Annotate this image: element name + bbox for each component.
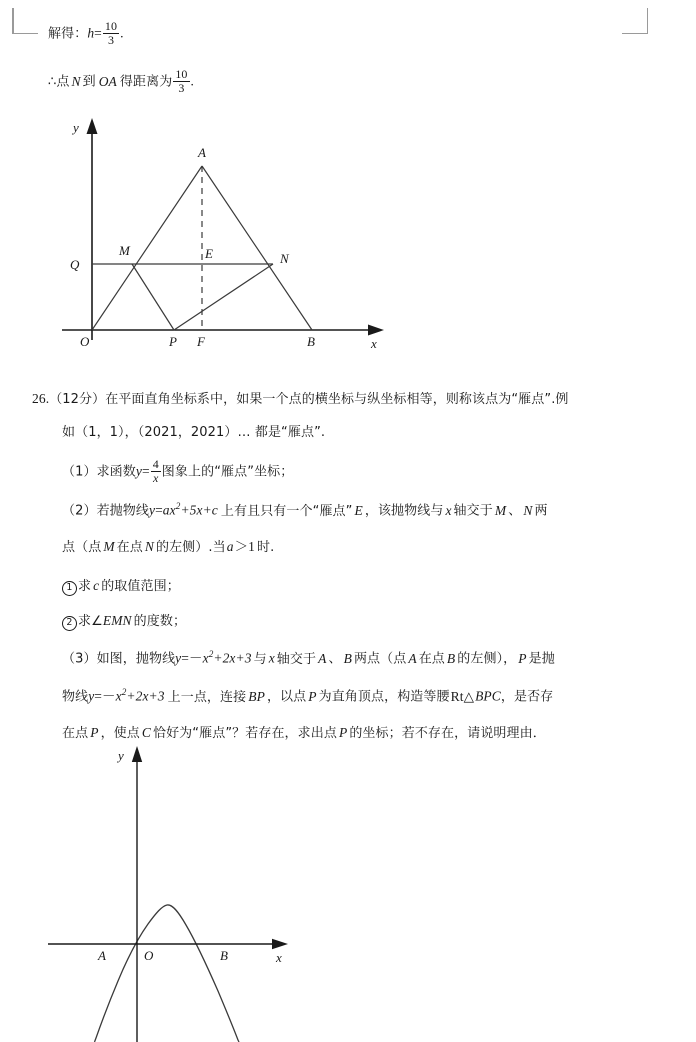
part3-l3-c: 恰好为“雁点”？若存在，求出点 [152, 726, 337, 741]
figure1-y-axis-label: y [73, 120, 79, 135]
figure2-point-label-A: A [98, 948, 106, 963]
fraction-ten-thirds-2 [173, 68, 189, 94]
figure2-x-axis-label: x [276, 950, 282, 965]
solution-line-1 [48, 20, 124, 46]
part3-l1-rest: +2x+3 [213, 650, 252, 666]
figure1-point-label-Q: Q [70, 257, 80, 272]
part2-rest: +5x+c [180, 502, 218, 518]
problem26-sub2 [62, 611, 186, 632]
problem26-stem-text2: 如（1，1），（2021，2021）… 都是“雁点”. [62, 425, 326, 440]
problem26-part2-line2 [62, 537, 274, 558]
part3-l1-B2: B [446, 650, 456, 666]
solution-line2-point: N [71, 73, 81, 89]
part2-tail: 两 [534, 503, 548, 519]
part2-mid3: 轴交于 [453, 503, 493, 519]
figure-parabola [40, 738, 360, 1042]
part3-l3-d: 的坐标；若不存在，请说明理由． [349, 726, 546, 741]
part3-l2-rt: Rt△ [450, 688, 475, 704]
solution-line2-segment: OA [98, 73, 117, 89]
part3-l2-b: 上一点，连接 [167, 689, 247, 705]
figure1-segment-OA [92, 166, 202, 330]
solution-line2-period: . [190, 73, 194, 89]
figure2-parabola-curve [95, 905, 240, 1042]
problem26-score: （12分） [49, 392, 106, 407]
figure1-x-axis-arrow [368, 325, 384, 336]
part3-l1-A2: A [408, 650, 417, 666]
fraction-numerator: 10 [175, 67, 188, 81]
part3-l3-b: ，使点 [100, 726, 140, 741]
part2-point-N: N [523, 502, 533, 518]
sub-item-number-2: 2 [62, 616, 77, 631]
part3-l1-x: x [202, 650, 209, 666]
part3-l2-a: 物线 [62, 689, 89, 705]
sub2-text-b: 的度数； [133, 614, 187, 629]
part3-l1-B: B [343, 650, 352, 666]
part1-equals: = [141, 463, 150, 479]
figure2-x-axis-arrow [272, 939, 288, 949]
part2-ax: ax [162, 502, 176, 518]
part2-line2-var-a: a [226, 539, 234, 554]
part2-line2-d: 时. [257, 540, 275, 555]
figure1-point-label-P: P [169, 334, 177, 349]
figure1-y-axis-arrow [87, 118, 98, 134]
part3-l2-d: 为直角顶点，构造等腰 [318, 689, 450, 705]
solution-line-2 [48, 68, 194, 94]
problem26-part1 [62, 458, 293, 484]
part2-line2-b: 在点 [116, 540, 143, 555]
problem26-stem-text1: 在平面直角坐标系中，如果一个点的横坐标与纵坐标相等，则称该点为“雁点”.例 [105, 392, 569, 407]
part2-exponent: 2 [175, 501, 181, 511]
solution-line2-tail: 得距离为 [119, 74, 173, 90]
part3-l3-C: C [141, 725, 151, 740]
part3-l2-eq: =－ [94, 688, 116, 704]
part2-y: y [148, 502, 156, 518]
fraction-denominator: x [151, 471, 161, 485]
part2-line2-N: N [144, 539, 154, 554]
part3-l1-exponent: 2 [208, 649, 214, 659]
problem26-sub1 [62, 576, 180, 597]
part3-l2-BPC: BPC [475, 688, 501, 704]
problem26-stem-line1 [32, 389, 569, 410]
figure1-point-label-A: A [198, 145, 206, 160]
fraction-denominator: 3 [173, 81, 189, 95]
part3-l1-b: 与 [253, 651, 267, 667]
problem26-part3-line2 [62, 686, 553, 707]
fraction-numerator: 4 [152, 457, 159, 471]
solution-line1-prefix: 解得： [48, 26, 88, 42]
problem26-number: 26. [32, 391, 50, 406]
sub-item-number-1: 1 [62, 581, 77, 596]
part3-l3-P: P [90, 725, 99, 740]
fraction-four-over-x [151, 458, 161, 484]
part3-l1-f: 的左侧）， [457, 651, 517, 667]
figure2-y-axis-label: y [118, 748, 124, 763]
figure1-point-label-F: F [197, 334, 205, 349]
part3-l3-a: 在点 [62, 726, 89, 741]
part3-l1-P: P [518, 650, 527, 666]
part3-l1-a: （3）如图，抛物线 [62, 651, 176, 667]
figure1-segment-MP [132, 264, 174, 330]
part3-l1-g: 是抛 [528, 651, 555, 667]
part2-mid2: ，该抛物线与 [364, 503, 444, 519]
part3-l2-c: ，以点 [266, 689, 307, 705]
figure1-point-label-B: B [307, 334, 315, 349]
problem26-part3-line1 [62, 648, 555, 669]
sub1-text-a: 求 [78, 579, 92, 594]
part3-l1-A: A [318, 650, 327, 666]
figure1-point-label-E: E [205, 246, 213, 261]
part3-l2-BP: BP [248, 688, 265, 704]
solution-line1-var: h [87, 25, 95, 41]
figure1-point-label-M: M [119, 243, 130, 258]
part1-suffix: 图象上的“雁点”坐标； [161, 464, 294, 480]
part2-line2-a: 点（点 [62, 540, 102, 555]
part3-l2-rest: +2x+3 [126, 688, 165, 704]
fraction-numerator: 10 [104, 19, 118, 33]
part3-l2-x: x [115, 688, 122, 704]
part1-prefix: （1）求函数 [62, 464, 136, 480]
part3-l1-c: 轴交于 [276, 651, 317, 667]
figure1-point-label-N: N [280, 251, 289, 266]
sub2-var-EMN: EMN [102, 613, 132, 628]
figure1-segment-AB [202, 166, 312, 330]
part2-prefix: （2）若抛物线 [62, 503, 149, 519]
figure2-point-label-O: O [144, 948, 154, 963]
sub2-text-a: 求∠ [78, 614, 103, 629]
solution-line2-mid: 到 [82, 74, 96, 90]
part3-l2-y: y [88, 688, 95, 704]
figure2-y-axis-arrow [132, 746, 142, 762]
part3-l1-axis: x [268, 650, 275, 666]
figure1-segment-PN [174, 264, 273, 330]
fraction-denominator: 3 [103, 33, 119, 47]
sub1-text-b: 的取值范围； [101, 579, 180, 594]
part3-l1-dun: 、 [328, 651, 342, 667]
part2-axis-x: x [445, 502, 452, 518]
part3-l2-e: ，是否存 [500, 689, 554, 705]
part2-point-M: M [494, 502, 507, 518]
solution-line2-prefix: ∴点 [48, 74, 70, 90]
part3-l1-y: y [175, 650, 182, 666]
solution-line1-eq: = [94, 25, 102, 41]
part3-l3-P2: P [338, 725, 348, 740]
problem26-part2-line1 [62, 500, 548, 521]
part3-l1-d: 两点（点 [353, 651, 407, 667]
part1-var-y: y [135, 463, 142, 479]
part2-equals: = [155, 502, 163, 518]
problem26-stem-line2 [62, 422, 325, 443]
figure1-point-label-O: O [80, 334, 90, 349]
part2-line2-c: 的左侧）.当 [155, 540, 226, 555]
part3-l1-e: 在点 [418, 651, 445, 667]
part3-l2-P: P [308, 688, 317, 704]
part2-point-E: E [354, 502, 363, 518]
solution-line1-period: . [120, 25, 124, 41]
part2-line2-M: M [103, 539, 115, 554]
part3-l2-exponent: 2 [121, 687, 127, 697]
part2-line2-gt: ＞1 [234, 539, 256, 554]
part2-mid: 上有且只有一个“雁点” [220, 503, 353, 519]
part3-l1-eq: =－ [181, 650, 203, 666]
sub1-var-c: c [93, 578, 100, 593]
figure2-point-label-B: B [220, 948, 228, 963]
part2-dun: 、 [508, 503, 522, 519]
fraction-ten-thirds-1 [103, 20, 119, 46]
figure-triangle-oab [40, 110, 410, 360]
figure1-x-axis-label: x [371, 336, 377, 351]
